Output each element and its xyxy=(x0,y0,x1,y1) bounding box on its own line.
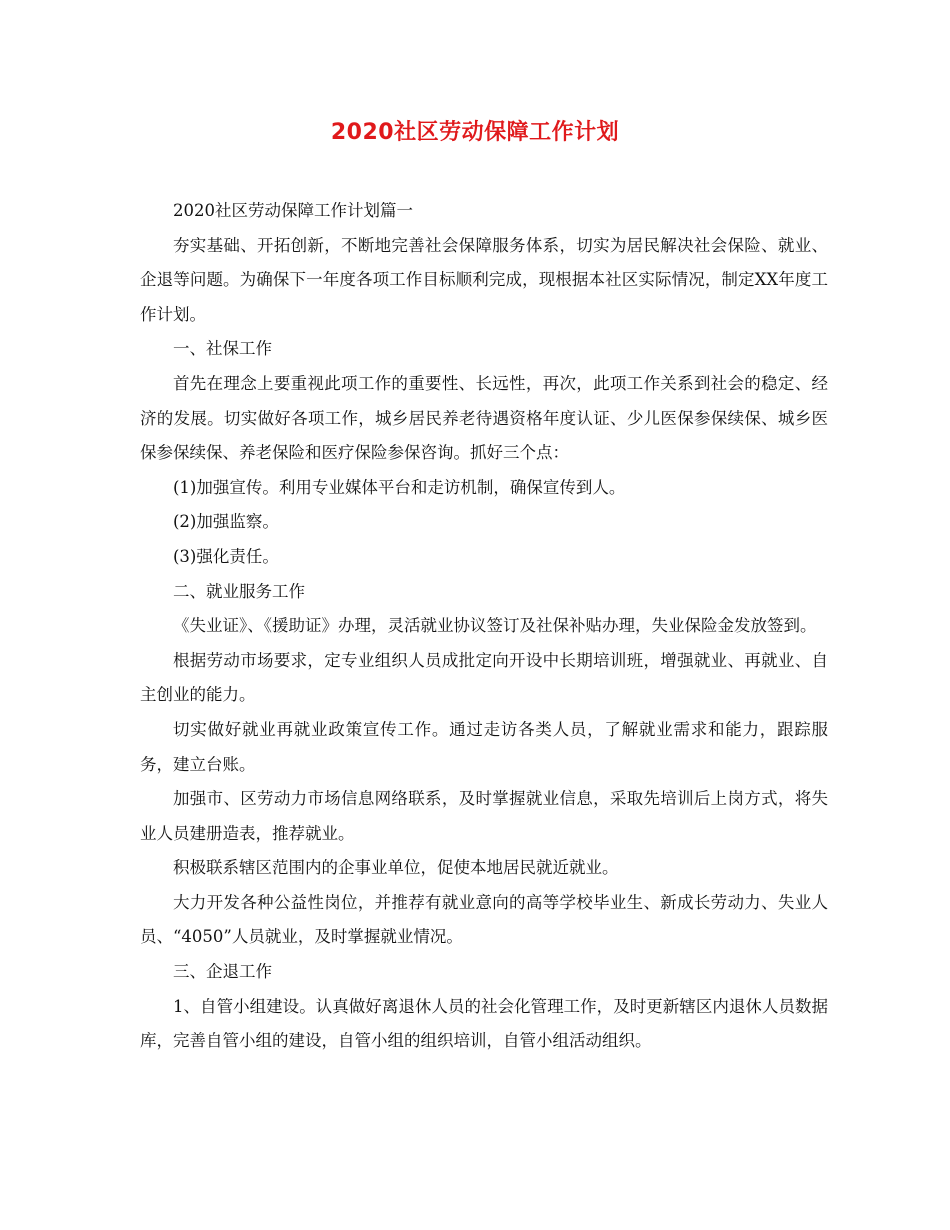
paragraph-certificates: 《失业证》、《援助证》办理，灵活就业协议签订及社保补贴办理，失业保险金发放签到。 xyxy=(173,616,817,636)
paragraph-market-network: 加强市、区劳动力市场信息网络联系，及时掌握就业信息，采取先培训后上岗方式，将失业人员建册造表，推荐就业。 xyxy=(140,789,828,843)
paragraph-public-positions: 大力开发各种公益性岗位，并推荐有就业意向的高等学校毕业生、新成长劳动力、失业人员、“4050”人员就业，及时掌握就业情况。 xyxy=(140,892,828,947)
paragraph-intro: 夯实基础、开拓创新，不断地完善社会保障服务体系，切实为居民解决社会保险、就业、企退等问题。为确保下一年度各项工作目标顺利完成，现根据本社区实际情况，制定XX年度工作计划。 xyxy=(140,235,828,324)
list-item-publicity: (1)加强宣传。利用专业媒体平台和走访机制，确保宣传到人。 xyxy=(173,477,626,497)
paragraph-social-security: 首先在理念上要重视此项工作的重要性、长远性，再次，此项工作关系到社会的稳定、经济的发展。切实做好各项工作，城乡居民养老待遇资格年度认证、少儿医保参保续保、城乡医保参保续保、养老保险和医疗保险参保咨询。抓好三个点： xyxy=(140,373,828,463)
paragraph-training: 根据劳动市场要求，定专业组织人员成批定向开设中长期培训班，增强就业、再就业、自主创业的能力。 xyxy=(140,650,828,705)
paragraph-subtitle: 2020社区劳动保障工作计划篇一 xyxy=(173,201,413,220)
paragraph-self-management: 1、自管小组建设。认真做好离退休人员的社会化管理工作，及时更新辖区内退休人员数据库，完善自管小组的建设，自管小组的组织培训，自管小组活动组织。 xyxy=(140,996,828,1051)
section-heading-employment: 二、就业服务工作 xyxy=(173,581,305,601)
list-item-responsibility: (3)强化责任。 xyxy=(173,546,279,566)
document-body xyxy=(140,194,828,1059)
section-heading-retirees: 三、企退工作 xyxy=(173,962,272,982)
list-item-supervision: (2)加强监察。 xyxy=(173,512,279,532)
document-title: 2020社区劳动保障工作计划 xyxy=(330,120,620,145)
paragraph-policy-publicity: 切实做好就业再就业政策宣传工作。通过走访各类人员，了解就业需求和能力，跟踪服务，建立台账。 xyxy=(140,719,828,774)
section-heading-social-security: 一、社保工作 xyxy=(173,339,272,359)
paragraph-local-employment: 积极联系辖区范围内的企事业单位，促使本地居民就近就业。 xyxy=(173,858,619,878)
